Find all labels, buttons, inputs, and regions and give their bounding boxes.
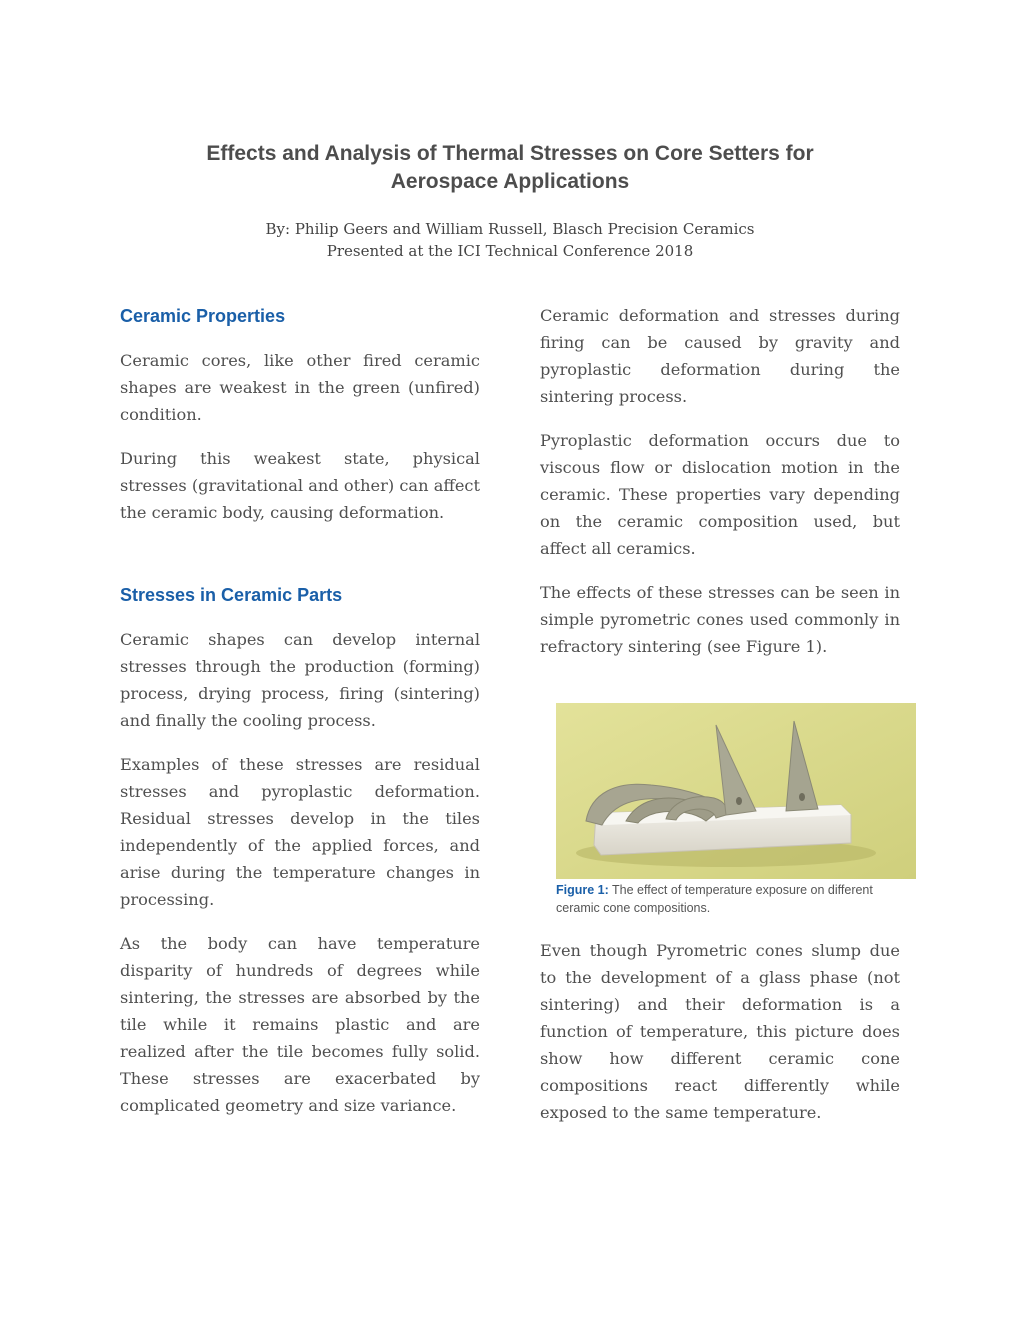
figure-1 [556,703,916,917]
authors-line: By: Philip Geers and William Russell, Blasch Precision Ceramics [265,220,755,238]
title-line-2: Aerospace Applications [390,170,630,193]
document-title [120,140,900,196]
paragraph: Pyroplastic deformation occurs due to viscous flow or dislocation motion in the ceramic. These properties vary depending on the ceramic composition used, but affect all ceramics. [540,431,900,558]
figure-caption-text: The effect of temperature exposure on different ceramic cone compositions. [556,883,873,915]
pyrometric-cones-photo [556,703,916,879]
byline [120,218,900,262]
paragraph: Even though Pyrometric cones slump due to the development of a glass phase (not sintering) and their deformation is a function of temperature, this picture does show how different ceramic cone compositions react differently while exposed to the same temperature. [540,941,900,1122]
paragraph: Ceramic shapes can develop internal stresses through the production (forming) process, drying process, firing (sintering) and finally the cooling process. [120,630,480,730]
figure-caption [556,881,876,917]
section-heading-stresses: Stresses in Ceramic Parts [120,585,343,605]
paragraph: The effects of these stresses can be seen in simple pyrometric cones used commonly in refractory sintering (see Figure 1). [540,583,900,656]
right-column-closing [540,937,900,1126]
title-line-1: Effects and Analysis of Thermal Stresses on Core Setters for [206,142,814,165]
paragraph: During this weakest state, physical stresses (gravitational and other) can affect the ceramic body, causing deformation. [120,449,480,522]
presented-line: Presented at the ICI Technical Conference 2018 [326,242,694,260]
paragraph: Examples of these stresses are residual stresses and pyroplastic deformation. Residual stresses develop in the tiles independently of the applied forces, and arise during the temperature changes in processing. [120,755,480,909]
left-column [120,302,480,1136]
figure-label: Figure 1: [556,883,609,897]
paragraph: Ceramic cores, like other fired ceramic shapes are weakest in the green (unfired) condition. [120,351,480,424]
right-column [540,302,900,677]
section-heading-ceramic-properties: Ceramic Properties [120,306,286,326]
paragraph: As the body can have temperature disparity of hundreds of degrees while sintering, the stresses are absorbed by the tile while it remains plastic and are realized after the tile becomes fully solid. These stresses are exacerbated by complicated geometry and size variance. [120,934,480,1115]
paragraph: Ceramic deformation and stresses during firing can be caused by gravity and pyroplastic deformation during the sintering process. [540,306,900,406]
